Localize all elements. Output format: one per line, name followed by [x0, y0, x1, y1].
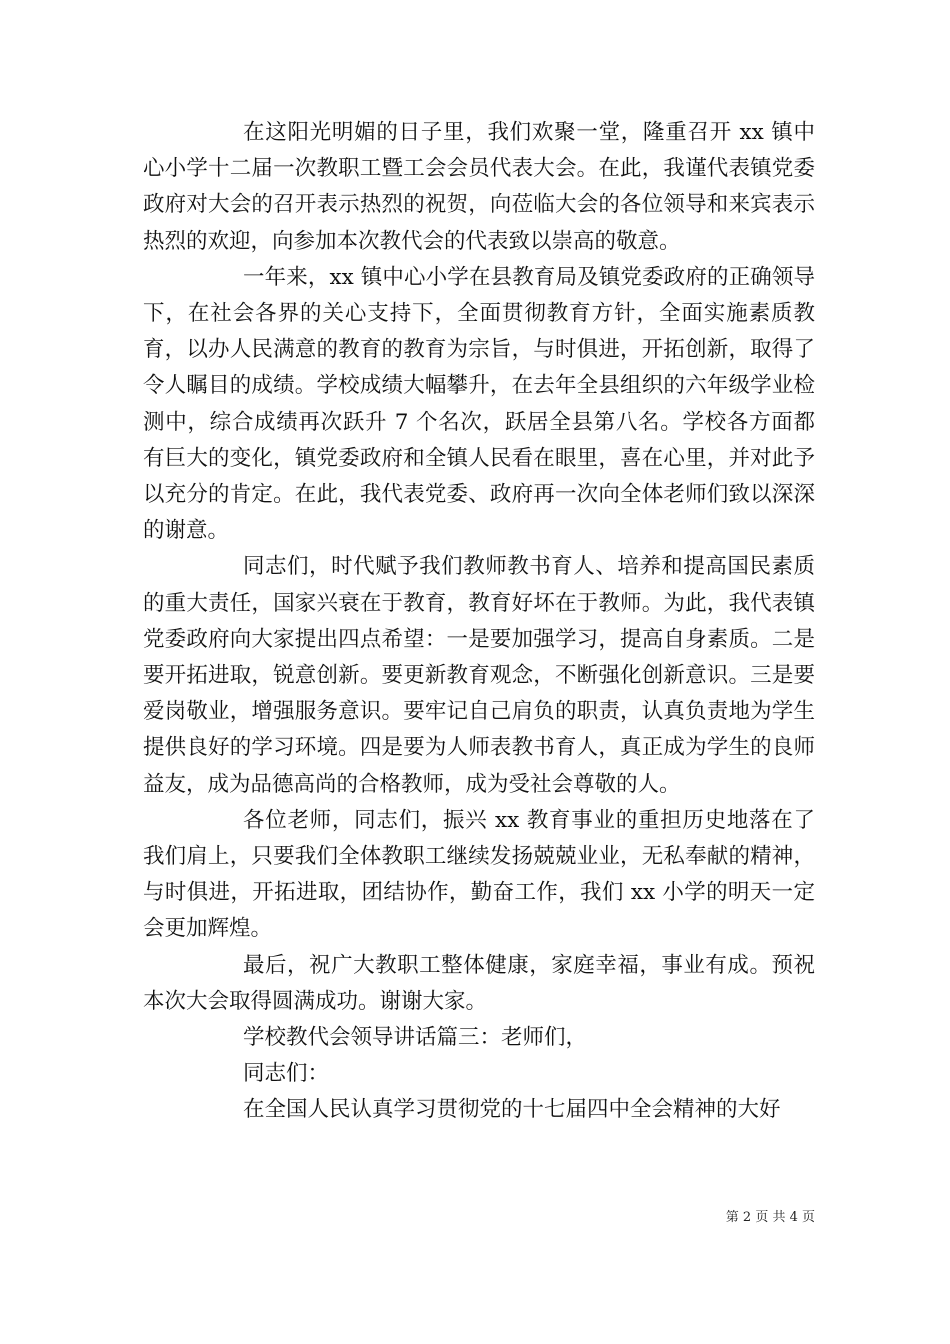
section-heading: 学校教代会领导讲话篇三：老师们， [243, 1025, 588, 1051]
page-number: 第 2 页 共 4 页 [725, 1210, 815, 1225]
salutation: 同志们： [243, 1061, 330, 1087]
document-body [143, 115, 815, 1129]
paragraph-next-speech: 在全国人民认真学习贯彻党的十七届四中全会精神的大好 [243, 1097, 781, 1123]
paragraph-opening: 在这阳光明媚的日子里，我们欢聚一堂，隆重召开 xx 镇中心小学十二届一次教职工暨工会会员代表大会。在此，我谨代表镇党委政府对大会的召开表示热烈的祝贺，向莅临大会的各位领导和来宾表示热烈的欢迎，向参加本次教代会的代表致以崇高的敬意。 [143, 120, 815, 254]
paragraph-encouragement: 各位老师，同志们，振兴 xx 教育事业的重担历史地落在了我们肩上，只要我们全体教职工继续发扬兢兢业业，无私奉献的精神，与时俱进，开拓进取，团结协作，勤奋工作，我们 xx 小学的明天一定会更加辉煌。 [143, 807, 815, 942]
paragraph-hopes: 同志们，时代赋予我们教师教书育人、培养和提高国民素质的重大责任，国家兴衰在于教育，教育好坏在于教师。为此，我代表镇党委政府向大家提出四点希望：一是要加强学习，提高自身素质。二是要开拓进取，锐意创新。要更新教育观念，不断强化创新意识。三是要爱岗敬业，增强服务意识。要牢记自己肩负的职责，认真负责地为学生提供良好的学习环境。四是要为人师表教书育人，真正成为学生的良师益友，成为品德高尚的合格教师，成为受社会尊敬的人。 [143, 554, 815, 797]
paragraph-achievements: 一年来，xx 镇中心小学在县教育局及镇党委政府的正确领导下，在社会各界的关心支持下，全面贯彻教育方针，全面实施素质教育，以办人民满意的教育的教育为宗旨，与时俱进，开拓创新，取得了令人瞩目的成绩。学校成绩大幅攀升，在去年全县组织的六年级学业检测中，综合成绩再次跃升 7 个名次，跃居全县第八名。学校各方面都有巨大的变化，镇党委政府和全镇人民看在眼里，喜在心里，并对此予以充分的肯定。在此，我代表党委、政府再一次向全体老师们致以深深的谢意。 [143, 264, 815, 544]
paragraph-closing: 最后，祝广大教职工整体健康，家庭幸福，事业有成。预祝本次大会取得圆满成功。谢谢大家。 [143, 952, 815, 1014]
